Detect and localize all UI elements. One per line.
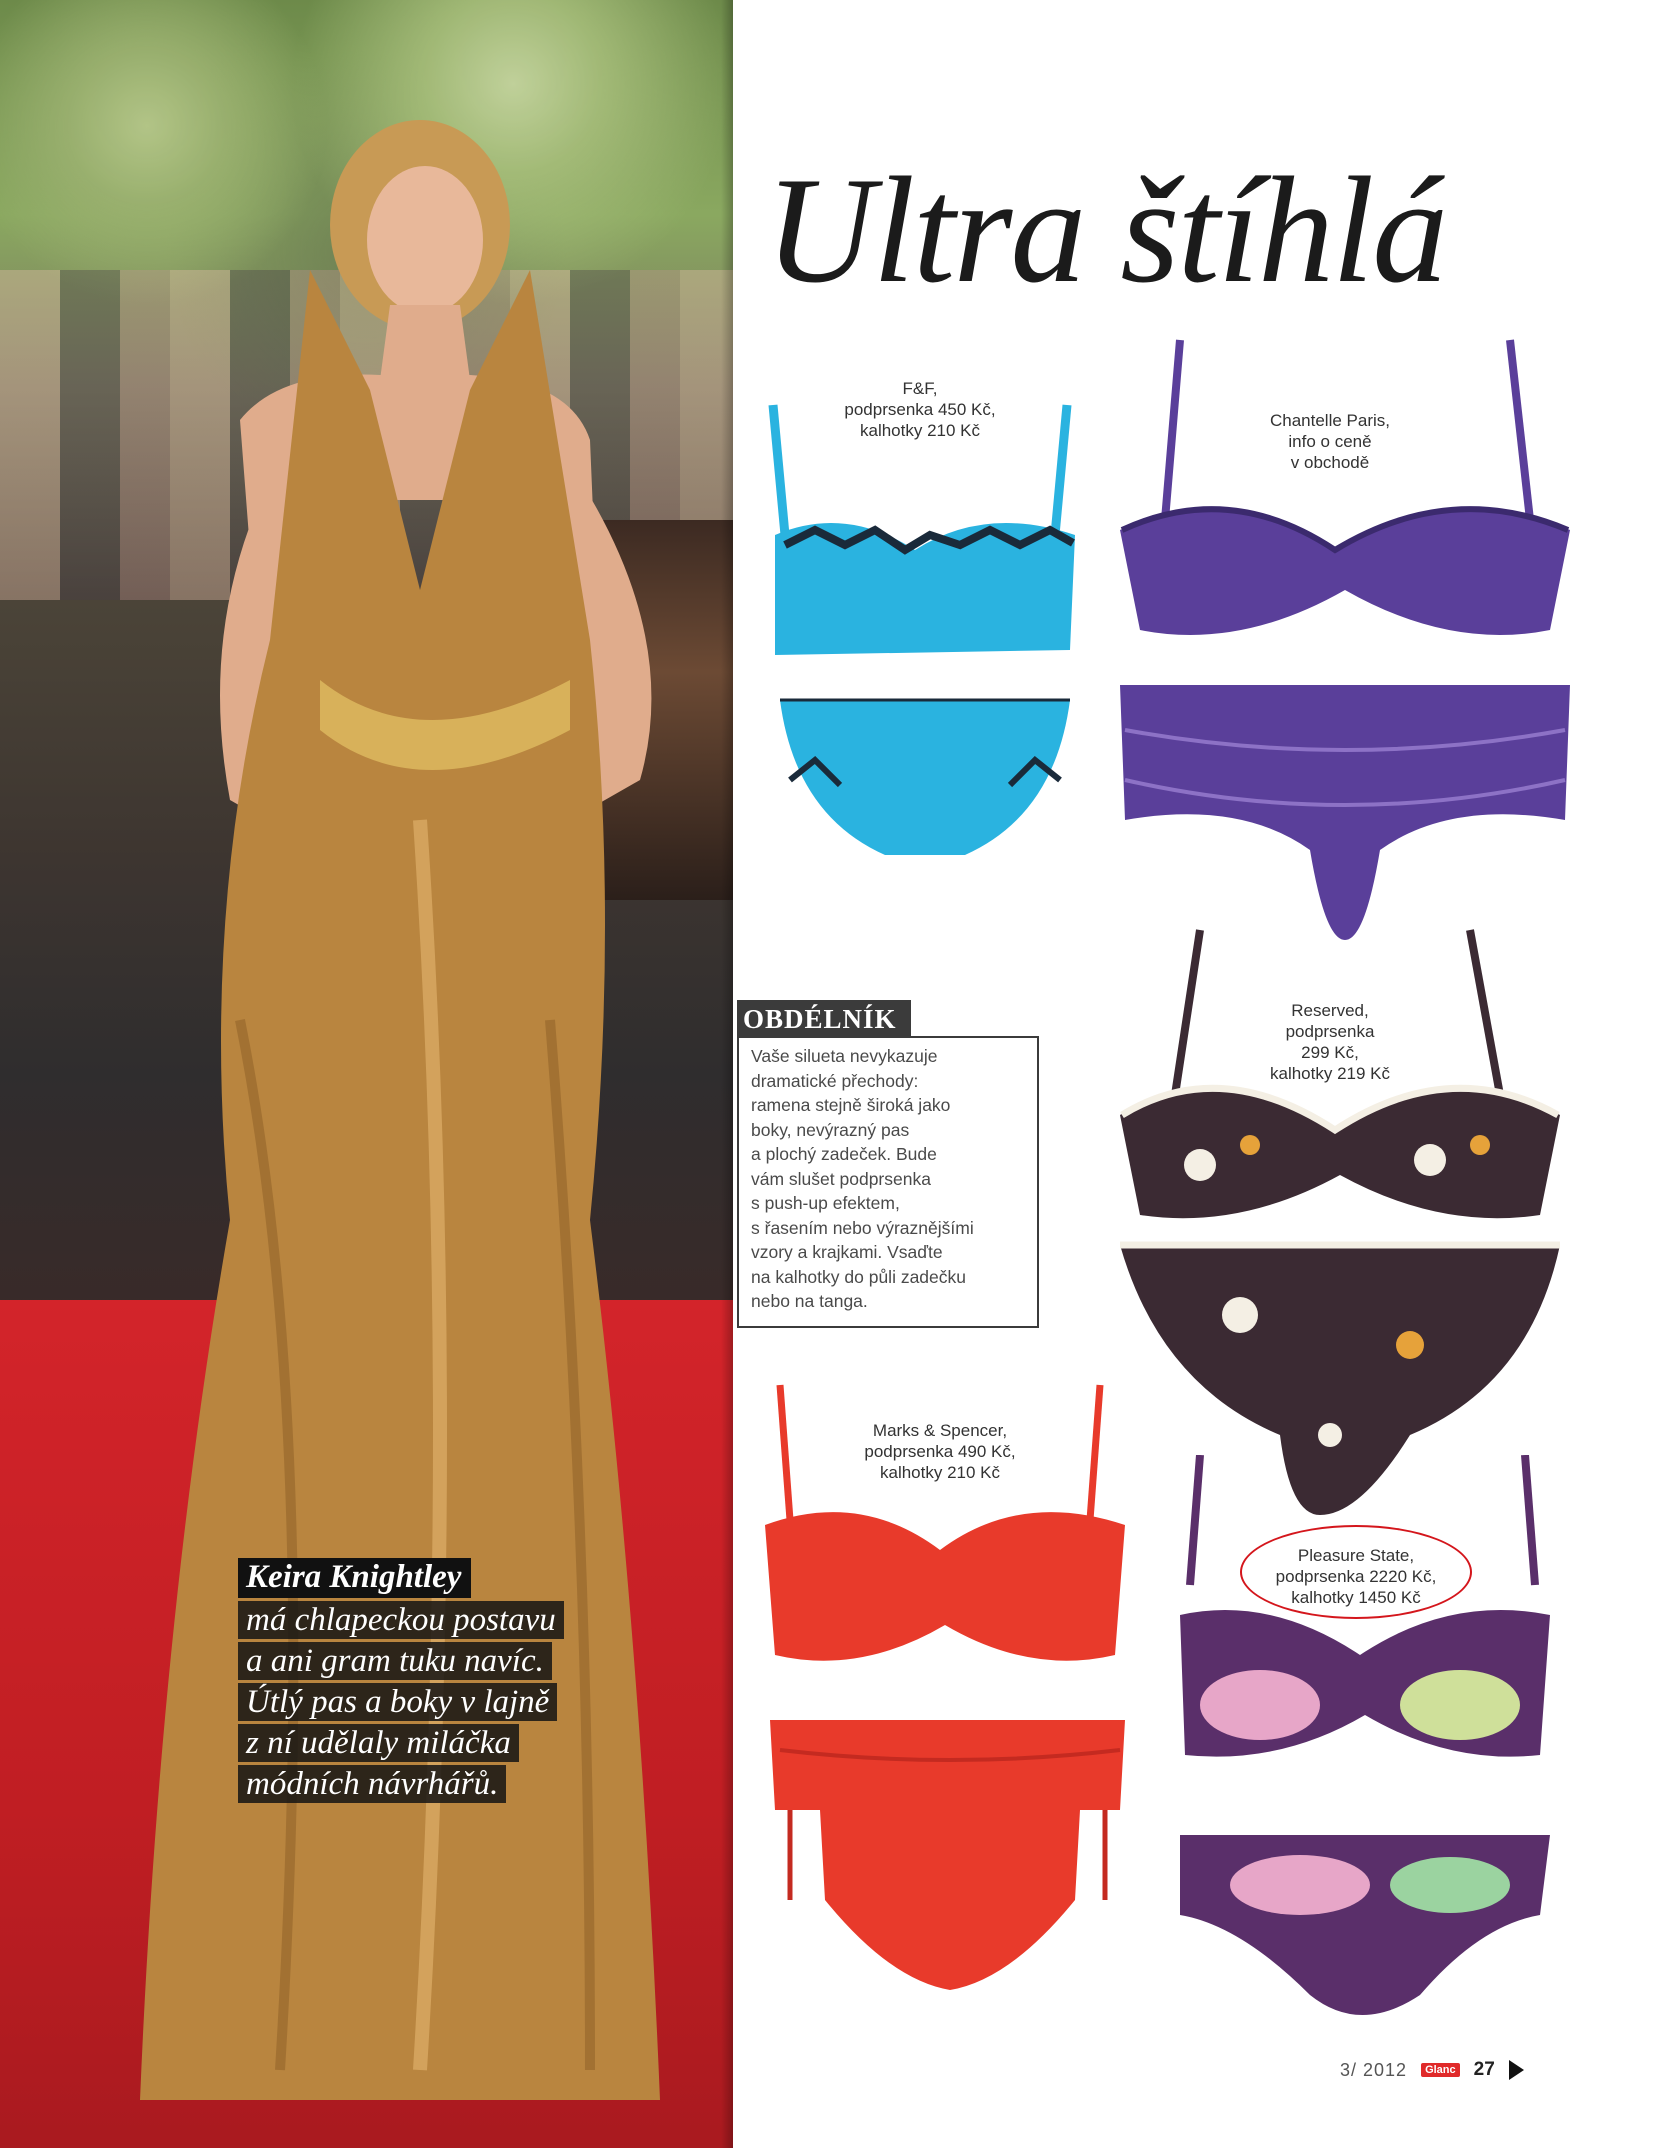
info-line: s push-up efektem, <box>751 1193 900 1213</box>
body-shape-info-box <box>737 1000 1039 1330</box>
info-line: dramatické přechody: <box>751 1070 919 1091</box>
caption-text: Pleasure State, <box>1297 1546 1415 1565</box>
info-line: boky, nevýrazný pas <box>751 1119 910 1140</box>
info-box-text <box>751 1044 1033 1314</box>
info-line: na kalhotky do půli zadečku <box>751 1266 966 1287</box>
caption-text: kalhotky 1450 Kč <box>1291 1588 1421 1607</box>
info-line: ramena stejně široká jako <box>751 1095 951 1115</box>
info-line: nebo na tanga. <box>751 1291 868 1311</box>
caption-line: módních návrhářů. <box>238 1765 506 1803</box>
info-line: s řasením nebo výraznějšími <box>751 1217 974 1238</box>
caption-text: info o ceně <box>1288 432 1372 451</box>
red-lingerie-set-image <box>750 1380 1150 2000</box>
info-line: Vaše silueta nevykazuje <box>751 1046 938 1066</box>
caption-text: podprsenka 490 Kč, <box>864 1442 1016 1461</box>
caption-text: Marks & Spencer, <box>872 1421 1008 1440</box>
caption-name: Keira Knightley <box>238 1558 471 1598</box>
issue-number: 3/ 2012 <box>1340 2059 1408 2080</box>
magazine-logo: Glanc <box>1421 2063 1460 2077</box>
woman-in-gold-dress <box>120 120 680 2148</box>
info-line: vám slušet podprsenka <box>751 1168 931 1189</box>
caption-text: kalhotky 219 Kč <box>1269 1064 1390 1083</box>
photo-caption <box>238 1558 638 1803</box>
caption-text: v obchodě <box>1290 453 1370 472</box>
caption-line: a ani gram tuku navíc. <box>238 1642 552 1680</box>
page-number: 27 <box>1473 2059 1495 2080</box>
caption-text: Reserved, <box>1291 1001 1369 1020</box>
purple-floral-lingerie-set-image <box>1160 1455 1560 2055</box>
floral-lingerie-set-image <box>1110 915 1570 1525</box>
info-box-heading: OBDÉLNÍK <box>737 1000 911 1036</box>
celebrity-photo <box>0 0 733 2148</box>
info-line: a plochý zadeček. Bude <box>751 1144 937 1164</box>
caption-line: má chlapeckou postavu <box>238 1601 564 1639</box>
caption-text: kalhotky 210 Kč <box>859 421 980 440</box>
caption-text: podprsenka <box>1285 1022 1375 1041</box>
caption-text: 299 Kč, <box>1301 1043 1359 1062</box>
caption-text: Chantelle Paris, <box>1269 411 1390 430</box>
caption-line: z ní udělaly miláčka <box>238 1724 519 1762</box>
page-footer <box>1340 2057 1524 2083</box>
next-page-arrow-icon <box>1509 2060 1524 2080</box>
caption-text: podprsenka 2220 Kč, <box>1275 1567 1437 1586</box>
caption-text: kalhotky 210 Kč <box>879 1463 1000 1482</box>
purple-lace-lingerie-set-image <box>1110 330 1580 950</box>
caption-text: F&F, <box>902 379 938 398</box>
caption-line: Útlý pas a boky v lajně <box>238 1683 557 1721</box>
blue-lingerie-set-image <box>755 395 1095 915</box>
caption-text: podprsenka 450 Kč, <box>844 400 996 419</box>
page-title: Ultra štíhlá <box>765 146 1447 314</box>
page-fold-shadow <box>721 0 733 2148</box>
info-line: vzory a krajkami. Vsaďte <box>751 1242 943 1262</box>
